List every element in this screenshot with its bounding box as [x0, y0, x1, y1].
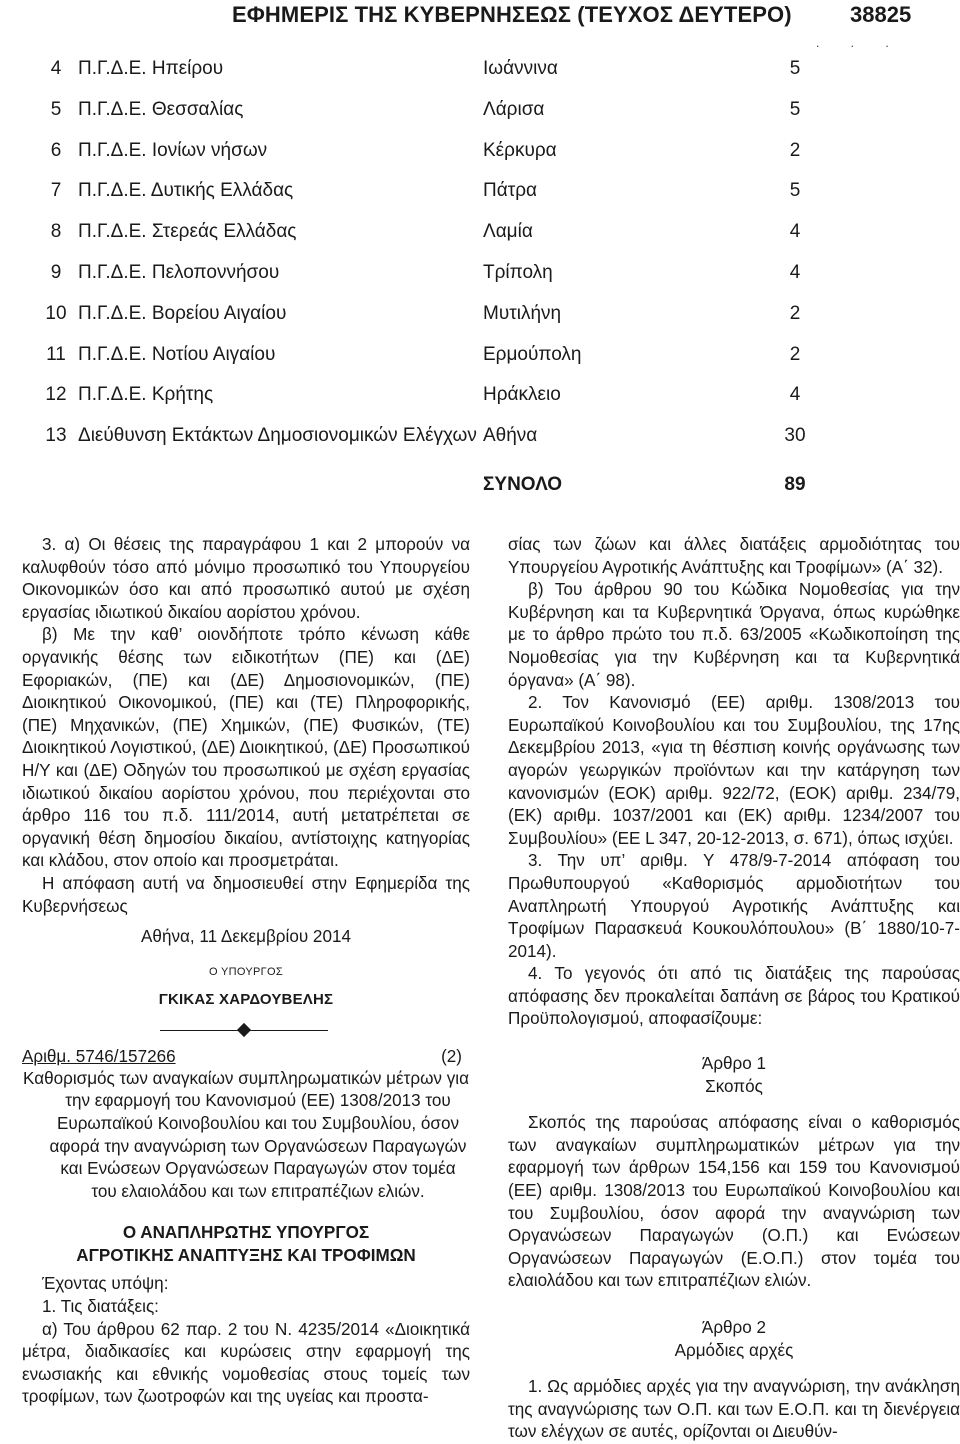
service-name: Π.Γ.Δ.Ε. Ιονίων νήσων — [78, 139, 268, 161]
table-row — [0, 376, 960, 417]
row-number: 10 — [45, 302, 67, 324]
signing-date: Αθήνα, 11 Δεκεμβρίου 2014 — [141, 927, 351, 947]
having-regard: Έχοντας υπόψη: — [42, 1274, 169, 1294]
city-name: Μυτιλήνη — [483, 302, 562, 324]
city-name: Ηράκλειο — [483, 384, 561, 406]
section-divider — [22, 1012, 470, 1046]
provision-3: 3. Την υπ’ αριθμ. Υ 478/9-7-2014 απόφαση του Πρωθυπουργού «Καθορισμός αρμοδιοτήτων του Αναπληρωτή Υπουργού Αγροτικής Ανάπτυξης και Τροφίμων Παρασκευά Κουκουλόπουλου» (Β΄ 1880/10-7-2014). — [508, 851, 960, 961]
provisions-heading: 1. Τις διατάξεις: — [42, 1297, 159, 1317]
provision-a: α) Του άρθρου 62 παρ. 2 του Ν. 4235/2014 «Διοικητικά μέτρα, διαδικασίες και κυρώσεις στην εφαρμογή της ενωσιακής και εθνικής νομοθεσίας στους τομείς των τροφίμων, των ζωοτροφών και της υγείας και προστα- — [22, 1319, 470, 1407]
provision-4: 4. Το γεγονός ότι από τις διατάξεις της παρούσας απόφασης δεν προκαλείται δαπάνη σε βάρος του Κρατικού Προϋπολογισμού, αποφασίζουμε: — [508, 964, 960, 1029]
service-name: Π.Γ.Δ.Ε. Βορείου Αιγαίου — [78, 302, 287, 324]
right-column — [508, 534, 960, 1444]
divider-diamond-icon — [237, 1023, 251, 1037]
service-name: Π.Γ.Δ.Ε. Πελοποννήσου — [78, 261, 280, 283]
row-number: 8 — [50, 221, 62, 243]
article-1-text: Σκοπός της παρούσας απόφασης είναι ο καθορισμός των αναγκαίων συμπληρωματικών μέτρων για την εφαρμογή των άρθρων 154,156 και 159 του Κανονισμού (ΕΕ) αριθμ. 1308/2013 του Ευρωπαϊκού Κοινοβουλίου και του Συμβουλίου, όσον αφορά την αναγνώριση των Οργανώσεων Παραγωγών (Ο.Π.) και Ενώσεων Οργανώσεων Παραγωγών (Ε.Ο.Π.) στον τομέα του ελαιολάδου και των επιτραπέζιων ελιών. — [508, 1113, 960, 1291]
positions-count: 2 — [789, 139, 801, 161]
city-name: Ερμούπολη — [483, 343, 582, 365]
provision-2: 2. Τον Κανονισμό (ΕΕ) αριθμ. 1308/2013 του Ευρωπαϊκού Κοινοβουλίου και του Συμβουλίου, της 17ης Δεκεμβρίου 2013, «για τη θέσπιση κοινής οργάνωσης των αγορών γεωργικών προϊόντων και την κατάργηση των κανονισμών (ΕΟΚ) αριθμ. 922/72, (ΕΟΚ) αριθμ. 234/79, (ΕΚ) αριθμ. 1037/2001 και (ΕΚ) αριθμ. 1234/2007 του Συμβουλίου» (ΕΕ L 347, 20-12-2013, σ. 671), όπως ισχύει. — [508, 693, 960, 848]
provision-a-continued: σίας των ζώων και άλλες διατάξεις αρμοδιότητας του Υπουργείου Αγροτικής Ανάπτυξης και Τροφίμων» (Α΄ 32). — [508, 535, 960, 577]
positions-count: 30 — [784, 425, 806, 447]
positions-count: 2 — [789, 302, 801, 324]
minister-title-line2: ΑΓΡΟΤΙΚΗΣ ΑΝΑΠΤΥΞΗΣ ΚΑΙ ΤΡΟΦΙΜΩΝ — [76, 1246, 416, 1266]
page-header — [0, 0, 960, 28]
table-row — [0, 295, 960, 336]
service-name: Π.Γ.Δ.Ε. Κρήτης — [78, 384, 214, 406]
positions-count: 5 — [789, 98, 801, 120]
service-name: Π.Γ.Δ.Ε. Ηπείρου — [78, 58, 224, 79]
table-row — [0, 172, 960, 213]
city-name: Λάρισα — [483, 98, 545, 120]
table-row — [0, 417, 960, 458]
city-name: Τρίπολη — [483, 261, 553, 283]
row-number: 7 — [50, 180, 62, 202]
table-total-row — [0, 466, 960, 507]
total-value: 89 — [784, 473, 806, 495]
positions-count: 5 — [789, 58, 801, 79]
service-name: Π.Γ.Δ.Ε. Δυτικής Ελλάδας — [78, 180, 294, 202]
table-row — [0, 336, 960, 377]
table-row — [0, 254, 960, 295]
article-2-text: 1. Ως αρμόδιες αρχές για την αναγνώριση, την ανάκληση της αναγνώρισης των Ο.Π. και των Ε.Ο.Π. και τη διενέργεια των ελέγχων σε αυτές, ορίζονται οι Διευθύν- — [508, 1377, 960, 1442]
positions-count: 4 — [789, 384, 801, 406]
paragraph-3a: 3. α) Οι θέσεις της παραγράφου 1 και 2 μπορούν να καλυφθούν τόσο από μόνιμο προσωπικό του Υπουργείου Οικονομικών όσο και από προσωπικό αυτού με σχέση εργασίας ιδιωτικού δικαίου αορίστου χρόνου. — [22, 535, 470, 622]
service-name: Διεύθυνση Εκτάκτων Δημοσιονομικών Ελέγχων — [78, 425, 477, 447]
provision-b: β) Του άρθρου 90 του Κώδικα Νομοθεσίας για την Κυβέρνηση και τα Κυβερνητικά Όργανα, όπως κυρώθηκε με το άρθρο πρώτο του π.δ. 63/2005 «Κωδικοποίηση της Νομοθεσίας για την Κυβέρνηση και τα Κυβερνητικά όργανα» (Α΄ 98). — [508, 580, 960, 690]
row-number: 12 — [45, 384, 67, 406]
row-number: 13 — [45, 425, 67, 447]
service-name: Π.Γ.Δ.Ε. Θεσσαλίας — [78, 98, 244, 120]
row-number: 6 — [50, 139, 62, 161]
minister-title-line1: Ο ΑΝΑΠΛΗΡΩΤΗΣ ΥΠΟΥΡΓΟΣ — [122, 1223, 370, 1243]
scan-marks: . . . — [816, 36, 903, 50]
gazette-title: ΕΦΗΜΕΡΙΣ ΤΗΣ ΚΥΒΕΡΝΗΣΕΩΣ (ΤΕΥΧΟΣ ΔΕΥΤΕΡΟ) — [232, 2, 792, 27]
total-label: ΣΥΝΟΛΟ — [483, 473, 563, 495]
city-name: Αθήνα — [483, 425, 538, 447]
city-name: Πάτρα — [483, 180, 538, 202]
publication-order: Η απόφαση αυτή να δημοσιευθεί στην Εφημερίδα της Κυβερνήσεως — [22, 873, 470, 916]
row-number: 11 — [46, 343, 66, 365]
city-name: Κέρκυρα — [483, 139, 557, 161]
article-2-number: Άρθρο 2 — [701, 1318, 767, 1337]
signatory-name: ΓΚΙΚΑΣ ΧΑΡΔΟΥΒΕΛΗΣ — [158, 991, 334, 1009]
city-name: Λαμία — [483, 221, 533, 243]
page-number: 38825 — [850, 2, 912, 27]
positions-count: 4 — [789, 261, 801, 283]
decision-number: Αριθμ. 5746/157266 — [22, 1046, 176, 1066]
table-row — [0, 132, 960, 173]
paragraph-3b: β) Με την καθ’ οιονδήποτε τρόπο κένωση κάθε οργανικής θέσης των ειδικοτήτων (ΠΕ) και (ΔΕ) Εφοριακών, (ΠΕ) και (ΔΕ) Δημοσιονομικών, (ΠΕ) Διοικητικού Οικονομικού, (ΠΕ) και (ΤΕ) Πληροφορικής, (ΠΕ) Μηχανικών, (ΠΕ) Χημικών, (ΠΕ) Φυσικών, (ΤΕ) Διοικητικού Λογιστικού, (ΔΕ) Διοικητικού, (ΔΕ) Προσωπικού Η/Υ και (ΔΕ) Οδηγών του προσωπικού με σχέση εργασίας ιδιωτικού δικαίου αορίστου χρόνου, που περιέχονται στο άρθρο 116 του π.δ. 111/2014, αυτή μετατρέπεται σε οργανική θέση δημοσίου δικαίου, αντίστοιχης κατηγορίας και κλάδου, στον οποίο και προσμετράται. — [22, 625, 470, 871]
table-row — [0, 213, 960, 254]
decision-number-line — [22, 1046, 470, 1068]
service-name: Π.Γ.Δ.Ε. Νοτίου Αιγαίου — [78, 343, 276, 365]
positions-count: 2 — [789, 343, 801, 365]
article-1-number: Άρθρο 1 — [701, 1054, 767, 1074]
positions-count: 5 — [789, 180, 801, 202]
row-number: 5 — [50, 98, 62, 120]
signatory-role: Ο ΥΠΟΥΡΓΟΣ — [209, 965, 283, 978]
positions-table — [0, 50, 960, 507]
positions-count: 4 — [789, 221, 801, 243]
row-number: 4 — [50, 58, 62, 79]
decision-title: Καθορισμός των αναγκαίων συμπληρωματικών μέτρων για την εφαρμογή του Κανονισμού (ΕΕ) 1308/2013 του Ευρωπαϊκού Κοινοβουλίου και του Συμβουλίου, όσον αφορά την αναγνώριση των Οργανώσεων Παραγωγών και Ενώσεων Οργανώσεων Παραγωγών στον τομέα του ελαιολάδου και των επιτραπέζιων ελιών. — [23, 1068, 469, 1201]
article-2-title: Αρμόδιες αρχές — [674, 1340, 794, 1360]
decision-code: (2) — [441, 1046, 462, 1066]
article-1-title: Σκοπός — [705, 1076, 763, 1096]
left-column — [22, 534, 470, 1409]
table-row — [0, 50, 960, 91]
city-name: Ιωάννινα — [483, 58, 558, 79]
table-row — [0, 91, 960, 132]
service-name: Π.Γ.Δ.Ε. Στερεάς Ελλάδας — [78, 221, 297, 243]
row-number: 9 — [50, 261, 62, 283]
